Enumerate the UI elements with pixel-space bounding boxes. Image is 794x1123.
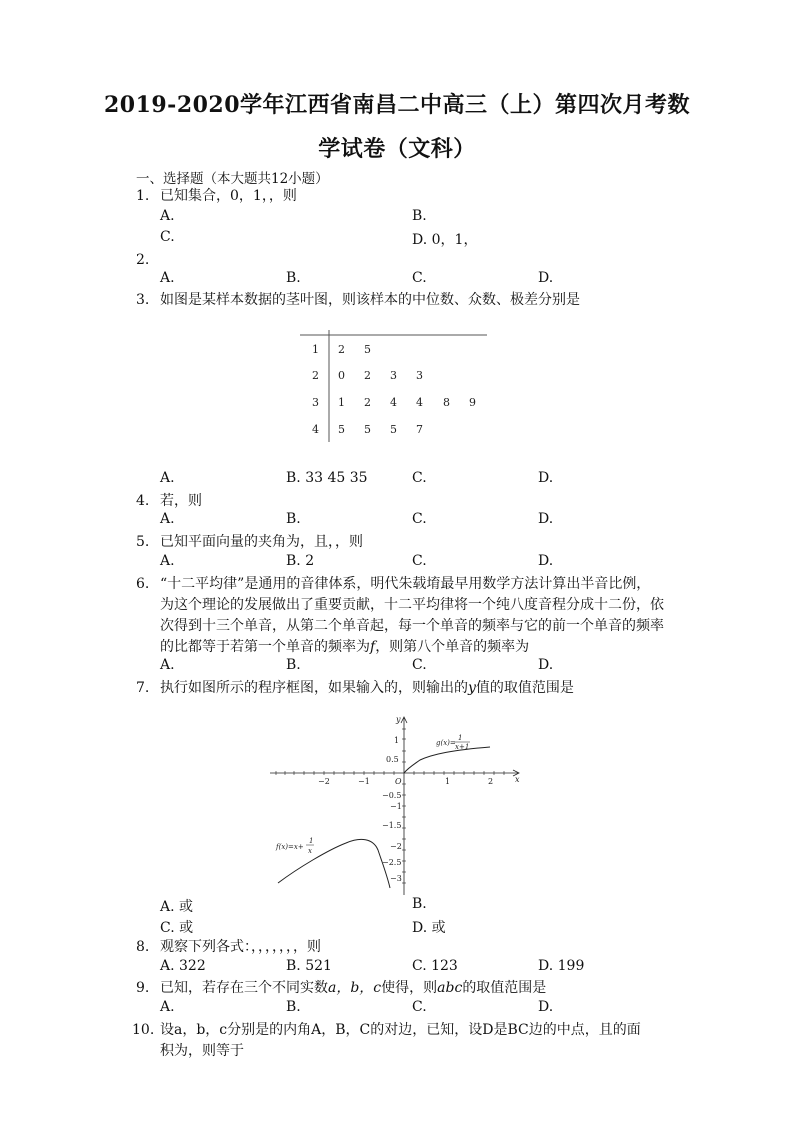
question-stem: 观察下列各式：，，，，，，，则 (160, 939, 321, 955)
option-c: C. 或 (160, 920, 194, 936)
stem-line: “十二平均律”是通用的音律体系，明代朱载堉最早用数学方法计算出半音比例， (160, 576, 651, 592)
question-number: 6. (136, 576, 150, 592)
x-tick-label: O (395, 777, 402, 786)
question-number: 2. (136, 252, 150, 268)
stem-leaf-plot (300, 330, 500, 445)
x-tick-label: 1 (445, 777, 451, 786)
option-d: D. (538, 553, 554, 569)
svg-text:f(x)=x+: f(x)=x+ (276, 843, 304, 851)
y-tick-label: −1 (390, 802, 402, 811)
section-heading: 一、选择题（本大题共12小题） (136, 171, 329, 187)
function-graph (268, 710, 530, 898)
x-axis-label: x (515, 775, 520, 784)
option-b: B. 33 45 35 (286, 470, 368, 486)
question-number: 7. (136, 680, 150, 696)
option-d: D. 或 (412, 920, 446, 936)
option-d: D. (538, 470, 554, 486)
option-c: C. (160, 229, 175, 245)
option-d: D. (538, 511, 554, 527)
option-c: C. (412, 999, 427, 1015)
option-a: A. (160, 657, 175, 673)
x-tick-label: −1 (358, 777, 370, 786)
option-c: C. 123 (412, 958, 458, 974)
question-number: 5. (136, 534, 150, 550)
option-c: C. (412, 511, 427, 527)
leaf: 8 (443, 396, 450, 409)
leaf: 2 (338, 343, 345, 356)
question-number: 10. (132, 1022, 155, 1038)
svg-text:g(x)=: g(x)= (436, 739, 456, 747)
question-stem: 若，则 (160, 493, 202, 509)
option-b: B. (286, 270, 301, 286)
leaf: 4 (390, 396, 397, 409)
option-b: B. (286, 511, 301, 527)
option-a: A. (160, 511, 175, 527)
leaf: 2 (364, 369, 371, 382)
stem-line: 积为，则等于 (160, 1043, 244, 1059)
option-b: B. 521 (286, 958, 332, 974)
y-axis-label: y (396, 715, 401, 724)
x-tick-label: −2 (318, 777, 330, 786)
var-abc-list: a，b，c (328, 980, 382, 996)
var-abc: abc (437, 980, 463, 996)
stem-1: 1 (312, 343, 319, 356)
leaf: 0 (338, 369, 345, 382)
option-a: A. 或 (160, 899, 194, 915)
y-tick-label: 0.5 (386, 755, 399, 764)
x-tick-label: 2 (488, 777, 494, 786)
svg-text:x: x (308, 847, 312, 855)
svg-text:x+1: x+1 (455, 743, 470, 751)
svg-text:1: 1 (309, 837, 314, 845)
option-a: A. (160, 999, 175, 1015)
question-stem: 已知，若存在三个不同实数a，b，c使得，则abc的取值范围是 (160, 980, 547, 996)
question-number: 4. (136, 493, 150, 509)
option-b: B. (412, 896, 427, 912)
var-y: y (468, 680, 476, 696)
option-c: C. (412, 270, 427, 286)
leaf: 4 (416, 396, 423, 409)
option-a: A. (160, 208, 175, 224)
option-d: D. (538, 657, 554, 673)
y-tick-label: −0.5 (382, 791, 402, 800)
option-d: D. 199 (538, 958, 585, 974)
var-f: f (370, 639, 376, 655)
question-stem: 已知集合，0，1，，则 (160, 188, 297, 204)
option-b: B. (286, 999, 301, 1015)
leaf: 2 (364, 396, 371, 409)
question-number: 8. (136, 939, 150, 955)
option-d: D. 0，1， (412, 232, 478, 248)
question-number: 9. (136, 980, 150, 996)
g-function-label (436, 734, 470, 751)
question-stem: 如图是某样本数据的茎叶图，则该样本的中位数、众数、极差分别是 (160, 292, 580, 308)
y-tick-label: −3 (390, 874, 402, 883)
y-tick-label: −2.5 (382, 858, 402, 867)
option-c: C. (412, 657, 427, 673)
stem-3: 3 (312, 396, 319, 409)
leaf: 5 (390, 423, 397, 436)
g-curve (404, 747, 490, 773)
option-d: D. (538, 999, 554, 1015)
option-a: A. (160, 553, 175, 569)
y-tick-label: −1.5 (382, 821, 402, 830)
option-c: C. (412, 470, 427, 486)
question-stem: 已知平面向量的夹角为，且，，则 (160, 534, 363, 550)
svg-text:1: 1 (458, 734, 463, 742)
question-stem (160, 574, 665, 658)
leaf: 5 (364, 423, 371, 436)
stem-line: 为这个理论的发展做出了重要贡献，十二平均律将一个纯八度音程分成十二份，依 (160, 597, 664, 613)
question-number: 1. (136, 188, 150, 204)
f-function-label (275, 837, 314, 855)
stem-line: 设a，b，c分别是的内角A，B，C的对边，已知，设D是BC边的中点，且的面 (160, 1022, 641, 1038)
stem-2: 2 (312, 369, 319, 382)
leaf: 1 (338, 396, 345, 409)
option-a: A. (160, 470, 175, 486)
leaf: 7 (416, 423, 423, 436)
option-b: B. (412, 208, 427, 224)
option-b: B. (286, 657, 301, 673)
stem-line: 的比都等于若第一个单音的频率为f，则第八个单音的频率为 (160, 639, 530, 655)
exam-title-line1: 2019-2020学年江西省南昌二中高三（上）第四次月考数 (103, 92, 691, 118)
leaf: 5 (338, 423, 345, 436)
question-stem (160, 1020, 665, 1062)
option-b: B. 2 (286, 553, 315, 569)
question-stem: 执行如图所示的程序框图，如果输入的，则输出的y值的取值范围是 (160, 680, 574, 696)
y-tick-label: 1 (394, 736, 400, 745)
leaf: 3 (390, 369, 397, 382)
question-number: 3. (136, 292, 150, 308)
stem-4: 4 (312, 423, 319, 436)
leaf: 3 (416, 369, 423, 382)
exam-title-line2: 学试卷（文科） (318, 136, 476, 162)
y-tick-label: −2 (390, 842, 402, 851)
leaf: 5 (364, 343, 371, 356)
option-c: C. (412, 553, 427, 569)
option-a: A. 322 (160, 958, 206, 974)
option-d: D. (538, 270, 554, 286)
stem-line: 次得到十三个单音，从第二个单音起，每一个单音的频率与它的前一个单音的频率 (160, 618, 664, 634)
leaf: 9 (469, 396, 476, 409)
option-a: A. (160, 270, 175, 286)
